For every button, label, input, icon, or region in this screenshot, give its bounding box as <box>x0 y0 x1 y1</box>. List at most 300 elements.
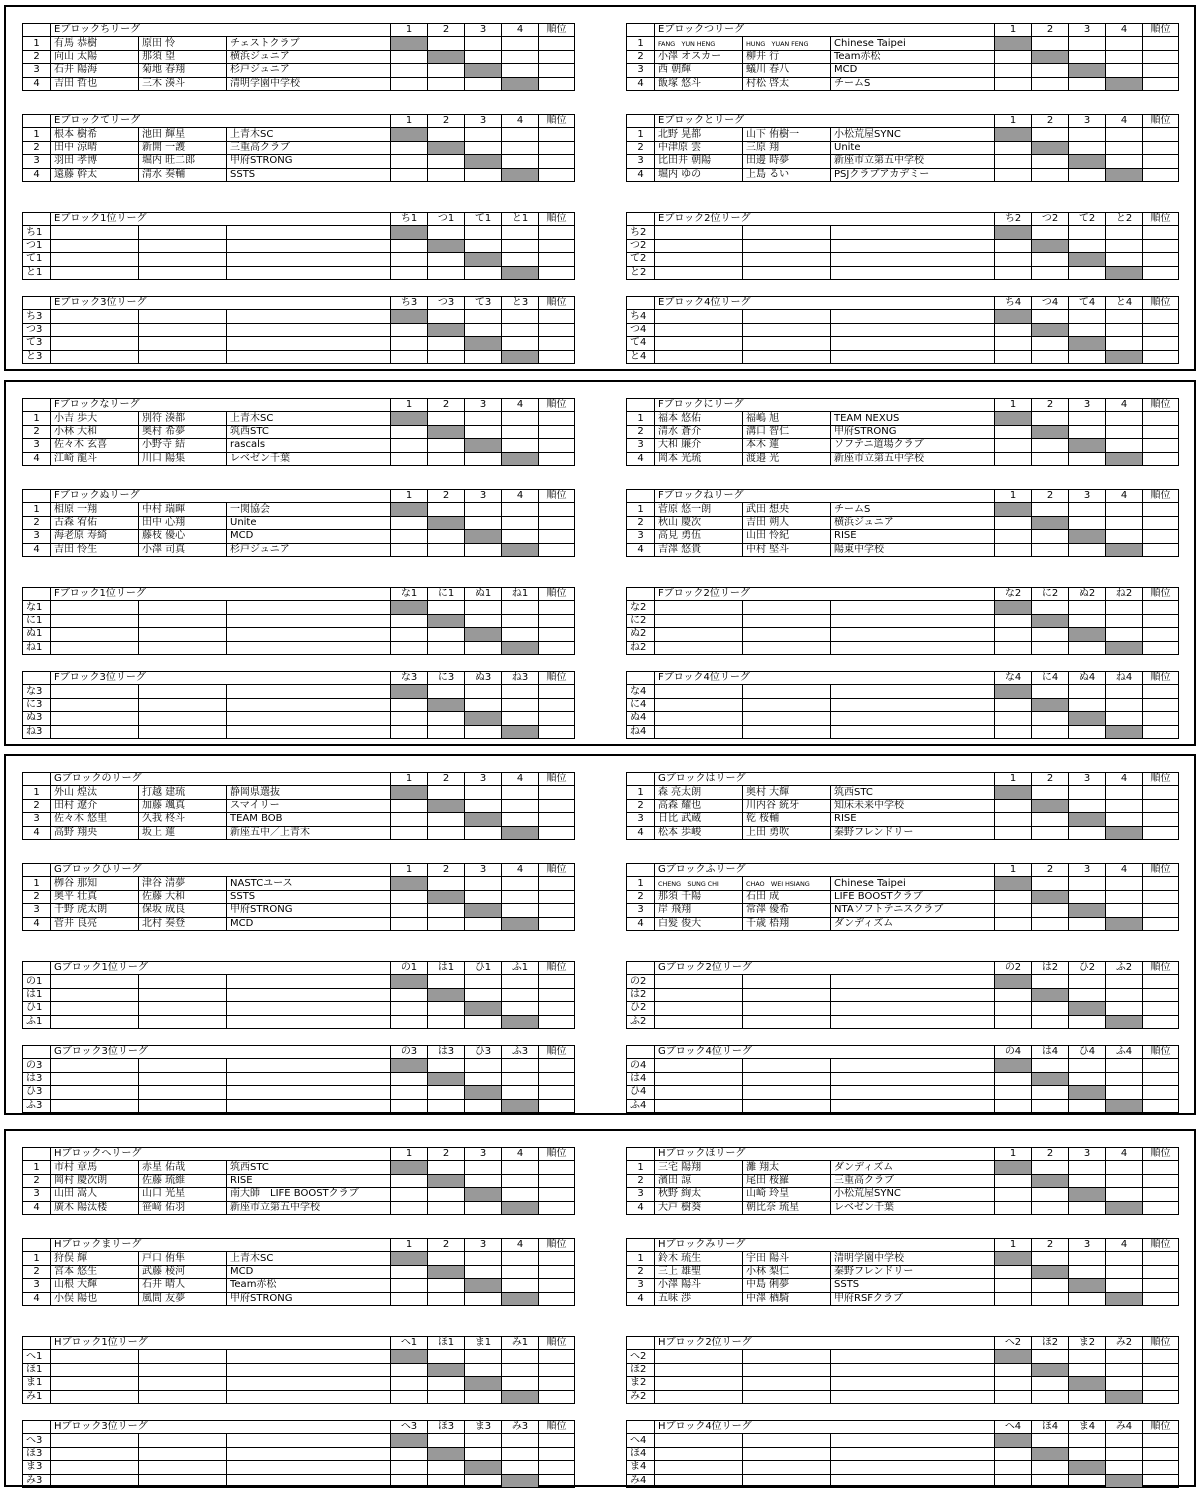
row-label: ね2 <box>627 641 655 654</box>
header-blank-cell <box>23 213 51 226</box>
score-cell <box>502 1363 539 1376</box>
row-label: 1 <box>23 128 51 141</box>
rank-cell <box>539 890 575 903</box>
score-cell <box>391 516 428 529</box>
player-2-name <box>139 1086 227 1099</box>
team-league-table <box>22 1238 575 1306</box>
opponent-column-header: 1 <box>995 115 1032 128</box>
opponent-column-header: ひ2 <box>1069 962 1106 975</box>
score-cell <box>391 50 428 63</box>
club-name <box>831 226 995 239</box>
score-cell <box>995 543 1032 556</box>
player-1-name <box>51 253 139 266</box>
table-header-row <box>23 399 575 412</box>
player-1-name: 遠藤 幹太 <box>51 168 139 181</box>
score-cell <box>502 50 539 63</box>
rank-league-table <box>626 961 1179 1029</box>
score-cell <box>995 350 1032 363</box>
table-row <box>23 77 575 90</box>
player-1-name <box>655 1072 743 1085</box>
score-cell <box>502 141 539 154</box>
self-match-cell <box>465 1002 502 1015</box>
score-cell <box>995 168 1032 181</box>
club-name: RISE <box>831 530 995 543</box>
rank-league-table <box>626 1336 1179 1404</box>
self-match-cell <box>1069 1461 1106 1474</box>
player-1-name: 古森 宥佑 <box>51 516 139 529</box>
opponent-column-header: ひ4 <box>1069 1046 1106 1059</box>
self-match-cell <box>1069 628 1106 641</box>
score-cell <box>1069 266 1106 279</box>
rank-column-header: 順位 <box>539 399 575 412</box>
rank-cell <box>1143 425 1179 438</box>
rank-column-header: 順位 <box>1143 213 1179 226</box>
table-row <box>23 1363 575 1376</box>
table-row <box>23 412 575 425</box>
score-cell <box>1106 1265 1143 1278</box>
header-blank-cell <box>627 490 655 503</box>
player-2-name <box>743 1015 831 1028</box>
player-1-name <box>655 712 743 725</box>
row-label: ぬ4 <box>627 712 655 725</box>
row-label: 1 <box>627 1252 655 1265</box>
self-match-cell <box>428 1363 465 1376</box>
player-2-name: HUNG YUAN FENG <box>743 37 831 50</box>
rank-cell <box>1143 503 1179 516</box>
self-match-cell <box>502 543 539 556</box>
table-header-row <box>627 399 1179 412</box>
rank-cell <box>1143 786 1179 799</box>
rank-column-header: 順位 <box>539 1046 575 1059</box>
player-1-name <box>655 226 743 239</box>
score-cell <box>502 1059 539 1072</box>
score-cell <box>428 253 465 266</box>
opponent-column-header: ね3 <box>502 672 539 685</box>
opponent-column-header: ふ1 <box>502 962 539 975</box>
score-cell <box>428 641 465 654</box>
row-label: の1 <box>23 975 51 988</box>
score-cell <box>1069 425 1106 438</box>
rank-column-header: 順位 <box>1143 399 1179 412</box>
player-2-name: 清水 奏輔 <box>139 168 227 181</box>
score-cell <box>391 1099 428 1112</box>
self-match-cell <box>1069 1279 1106 1292</box>
club-name <box>227 1099 391 1112</box>
player-2-name: CHAO WEI HSIANG <box>743 877 831 890</box>
score-cell <box>428 877 465 890</box>
club-name: NASTCユース <box>227 877 391 890</box>
score-cell <box>1069 239 1106 252</box>
opponent-column-header: 3 <box>465 864 502 877</box>
self-match-cell <box>502 826 539 839</box>
table-row <box>627 239 1179 252</box>
score-cell <box>465 1252 502 1265</box>
score-cell <box>502 239 539 252</box>
score-cell <box>428 975 465 988</box>
club-name <box>831 1474 995 1487</box>
club-name: 一関協会 <box>227 503 391 516</box>
club-name: 筑西STC <box>227 425 391 438</box>
rank-cell <box>539 1461 575 1474</box>
rank-column-header: 順位 <box>1143 24 1179 37</box>
table-header-row <box>23 490 575 503</box>
club-name <box>227 1059 391 1072</box>
player-2-name <box>743 1002 831 1015</box>
score-cell <box>1106 50 1143 63</box>
opponent-column-header: 3 <box>465 490 502 503</box>
table-row <box>627 1279 1179 1292</box>
rank-cell <box>1143 64 1179 77</box>
rank-league-table <box>626 1420 1179 1488</box>
player-1-name <box>51 1015 139 1028</box>
score-cell <box>391 614 428 627</box>
table-header-row <box>627 1148 1179 1161</box>
rank-cell <box>1143 1279 1179 1292</box>
self-match-cell <box>391 1161 428 1174</box>
self-match-cell <box>1069 439 1106 452</box>
club-name: ソフテニ道場クラブ <box>831 439 995 452</box>
player-2-name: 中澤 楢騎 <box>743 1292 831 1305</box>
table-row <box>23 439 575 452</box>
opponent-column-header: 3 <box>465 399 502 412</box>
team-league-table <box>626 1147 1179 1215</box>
club-name <box>227 1350 391 1363</box>
table-header-row <box>23 1148 575 1161</box>
table-row <box>627 725 1179 738</box>
score-cell <box>995 323 1032 336</box>
player-2-name <box>743 641 831 654</box>
player-1-name: 北野 晃都 <box>655 128 743 141</box>
self-match-cell <box>428 323 465 336</box>
league-title: Eブロック3位リーグ <box>51 297 391 310</box>
club-name <box>831 1447 995 1460</box>
row-label: 1 <box>627 37 655 50</box>
self-match-cell <box>995 1161 1032 1174</box>
player-1-name: 五味 渉 <box>655 1292 743 1305</box>
rank-column-header: 順位 <box>539 24 575 37</box>
opponent-column-header: の3 <box>391 1046 428 1059</box>
table-header-row <box>23 115 575 128</box>
row-label: ま4 <box>627 1461 655 1474</box>
table-row <box>23 1072 575 1085</box>
table-row <box>23 1434 575 1447</box>
score-cell <box>1069 1292 1106 1305</box>
player-1-name: 根本 樹希 <box>51 128 139 141</box>
score-cell <box>1032 917 1069 930</box>
player-1-name <box>51 226 139 239</box>
score-cell <box>465 239 502 252</box>
row-label: ち2 <box>627 226 655 239</box>
score-cell <box>1032 1188 1069 1201</box>
table-row <box>23 50 575 63</box>
self-match-cell <box>1032 799 1069 812</box>
rank-cell <box>1143 1002 1179 1015</box>
table-row <box>627 516 1179 529</box>
team-league-table <box>626 1238 1179 1306</box>
table-row <box>23 37 575 50</box>
self-match-cell <box>428 698 465 711</box>
player-2-name: 中村 瑞暉 <box>139 503 227 516</box>
opponent-column-header: 4 <box>502 490 539 503</box>
header-blank-cell <box>23 1421 51 1434</box>
self-match-cell <box>1032 239 1069 252</box>
table-row <box>627 1447 1179 1460</box>
score-cell <box>1106 1188 1143 1201</box>
club-name: Unite <box>831 141 995 154</box>
player-2-name <box>139 337 227 350</box>
self-match-cell <box>1069 253 1106 266</box>
team-league-table <box>626 114 1179 182</box>
league-title: Eブロック1位リーグ <box>51 213 391 226</box>
table-header-row <box>627 588 1179 601</box>
score-cell <box>1106 1461 1143 1474</box>
table-row <box>23 975 575 988</box>
score-cell <box>1069 503 1106 516</box>
score-cell <box>391 917 428 930</box>
score-cell <box>1032 1279 1069 1292</box>
club-name: 甲府STRONG <box>831 425 995 438</box>
player-1-name: 市村 章馬 <box>51 1161 139 1174</box>
rank-league-table <box>22 296 575 364</box>
opponent-column-header: ぬ4 <box>1069 672 1106 685</box>
table-row <box>627 425 1179 438</box>
player-1-name <box>51 1390 139 1403</box>
club-name: チームS <box>831 77 995 90</box>
score-cell <box>428 226 465 239</box>
club-name <box>227 310 391 323</box>
row-label: の3 <box>23 1059 51 1072</box>
player-2-name: 溝口 智仁 <box>743 425 831 438</box>
score-cell <box>428 310 465 323</box>
table-row <box>627 1072 1179 1085</box>
player-2-name <box>743 712 831 725</box>
self-match-cell <box>465 530 502 543</box>
score-cell <box>428 77 465 90</box>
rank-cell <box>539 1252 575 1265</box>
opponent-column-header: て4 <box>1069 297 1106 310</box>
header-blank-cell <box>627 1148 655 1161</box>
score-cell <box>1032 877 1069 890</box>
score-cell <box>502 1086 539 1099</box>
score-cell <box>465 877 502 890</box>
score-cell <box>428 628 465 641</box>
row-label: 2 <box>627 799 655 812</box>
score-cell <box>391 1015 428 1028</box>
score-cell <box>1032 253 1069 266</box>
score-cell <box>1069 1447 1106 1460</box>
self-match-cell <box>1032 890 1069 903</box>
score-cell <box>995 614 1032 627</box>
rank-cell <box>1143 239 1179 252</box>
self-match-cell <box>502 725 539 738</box>
score-cell <box>391 1002 428 1015</box>
row-label: へ4 <box>627 1434 655 1447</box>
rank-cell <box>539 239 575 252</box>
player-2-name <box>139 323 227 336</box>
player-1-name <box>655 239 743 252</box>
rank-column-header: 順位 <box>539 490 575 503</box>
player-1-name: CHENG SUNG CHI <box>655 877 743 890</box>
score-cell <box>465 452 502 465</box>
row-label: 1 <box>23 503 51 516</box>
opponent-column-header: な3 <box>391 672 428 685</box>
table-row <box>23 1265 575 1278</box>
opponent-column-header: 4 <box>502 115 539 128</box>
score-cell <box>1069 350 1106 363</box>
rank-cell <box>1143 141 1179 154</box>
club-name: TEAM BOB <box>227 813 391 826</box>
score-cell <box>391 712 428 725</box>
rank-column-header: 順位 <box>1143 773 1179 786</box>
table-row <box>23 725 575 738</box>
opponent-column-header: 2 <box>1032 773 1069 786</box>
score-cell <box>391 350 428 363</box>
club-name <box>831 310 995 323</box>
row-label: み2 <box>627 1390 655 1403</box>
player-2-name: 田邊 時夢 <box>743 155 831 168</box>
club-name <box>831 641 995 654</box>
table-row <box>627 168 1179 181</box>
rank-cell <box>539 1434 575 1447</box>
score-cell <box>1032 530 1069 543</box>
opponent-column-header: 2 <box>428 115 465 128</box>
score-cell <box>502 904 539 917</box>
header-blank-cell <box>23 672 51 685</box>
player-1-name <box>655 698 743 711</box>
score-cell <box>428 1086 465 1099</box>
self-match-cell <box>995 1252 1032 1265</box>
table-row <box>627 1474 1179 1487</box>
score-cell <box>502 877 539 890</box>
rank-league-table <box>22 961 575 1029</box>
table-header-row <box>627 1046 1179 1059</box>
row-label: 1 <box>627 128 655 141</box>
score-cell <box>391 1279 428 1292</box>
score-cell <box>465 226 502 239</box>
score-cell <box>1032 1434 1069 1447</box>
score-cell <box>428 337 465 350</box>
score-cell <box>995 530 1032 543</box>
table-row <box>23 1002 575 1015</box>
opponent-column-header: ね1 <box>502 588 539 601</box>
score-cell <box>1032 601 1069 614</box>
row-label: 3 <box>627 1279 655 1292</box>
club-name <box>227 712 391 725</box>
row-label: 4 <box>627 826 655 839</box>
player-2-name: 千歳 梧翔 <box>743 917 831 930</box>
opponent-column-header: つ3 <box>428 297 465 310</box>
score-cell <box>391 890 428 903</box>
rank-cell <box>539 1292 575 1305</box>
self-match-cell <box>391 786 428 799</box>
club-name: チームS <box>831 503 995 516</box>
score-cell <box>391 1086 428 1099</box>
rank-cell <box>1143 614 1179 627</box>
score-cell <box>995 1174 1032 1187</box>
row-label: 1 <box>23 1252 51 1265</box>
club-name: MCD <box>227 1265 391 1278</box>
self-match-cell <box>391 975 428 988</box>
club-name <box>831 1099 995 1112</box>
opponent-column-header: て1 <box>465 213 502 226</box>
score-cell <box>1106 975 1143 988</box>
table-row <box>627 1086 1179 1099</box>
player-2-name <box>139 975 227 988</box>
score-cell <box>391 439 428 452</box>
score-cell <box>428 168 465 181</box>
table-row <box>23 128 575 141</box>
self-match-cell <box>1106 452 1143 465</box>
league-title: Gブロック4位リーグ <box>655 1046 995 1059</box>
score-cell <box>1106 412 1143 425</box>
score-cell <box>465 323 502 336</box>
score-cell <box>502 786 539 799</box>
player-2-name <box>139 1434 227 1447</box>
player-2-name: 武藤 稜河 <box>139 1265 227 1278</box>
rank-cell <box>1143 310 1179 323</box>
player-2-name <box>743 1072 831 1085</box>
player-1-name: 山田 嵩人 <box>51 1188 139 1201</box>
rank-column-header: 順位 <box>539 1239 575 1252</box>
player-1-name <box>51 1363 139 1376</box>
score-cell <box>391 641 428 654</box>
opponent-column-header: 1 <box>391 1148 428 1161</box>
club-name <box>227 1377 391 1390</box>
player-1-name <box>51 685 139 698</box>
row-label: 3 <box>627 155 655 168</box>
score-cell <box>391 698 428 711</box>
rank-cell <box>539 226 575 239</box>
self-match-cell <box>502 77 539 90</box>
table-row <box>23 628 575 641</box>
opponent-column-header: は1 <box>428 962 465 975</box>
club-name <box>831 337 995 350</box>
player-2-name: 津谷 清夢 <box>139 877 227 890</box>
table-row <box>627 601 1179 614</box>
score-cell <box>1032 337 1069 350</box>
rank-cell <box>1143 1377 1179 1390</box>
self-match-cell <box>502 1201 539 1214</box>
score-cell <box>428 128 465 141</box>
table-row <box>23 1390 575 1403</box>
club-name <box>227 1015 391 1028</box>
score-cell <box>1069 601 1106 614</box>
score-cell <box>465 141 502 154</box>
self-match-cell <box>502 266 539 279</box>
opponent-column-header: ぬ2 <box>1069 588 1106 601</box>
league-title: Fブロック1位リーグ <box>51 588 391 601</box>
score-cell <box>1069 1363 1106 1376</box>
club-name <box>831 685 995 698</box>
table-row <box>627 1201 1179 1214</box>
table-row <box>23 168 575 181</box>
table-row <box>627 917 1179 930</box>
score-cell <box>995 77 1032 90</box>
self-match-cell <box>391 685 428 698</box>
score-cell <box>391 1390 428 1403</box>
rank-cell <box>1143 516 1179 529</box>
player-2-name <box>743 1363 831 1376</box>
score-cell <box>1032 1474 1069 1487</box>
player-1-name <box>51 239 139 252</box>
rank-cell <box>539 799 575 812</box>
table-header-row <box>627 672 1179 685</box>
table-row <box>627 1350 1179 1363</box>
row-label: の4 <box>627 1059 655 1072</box>
player-2-name: 山下 侑樹一 <box>743 128 831 141</box>
player-2-name: 中村 堅斗 <box>743 543 831 556</box>
club-name: 横浜ジュニア <box>831 516 995 529</box>
